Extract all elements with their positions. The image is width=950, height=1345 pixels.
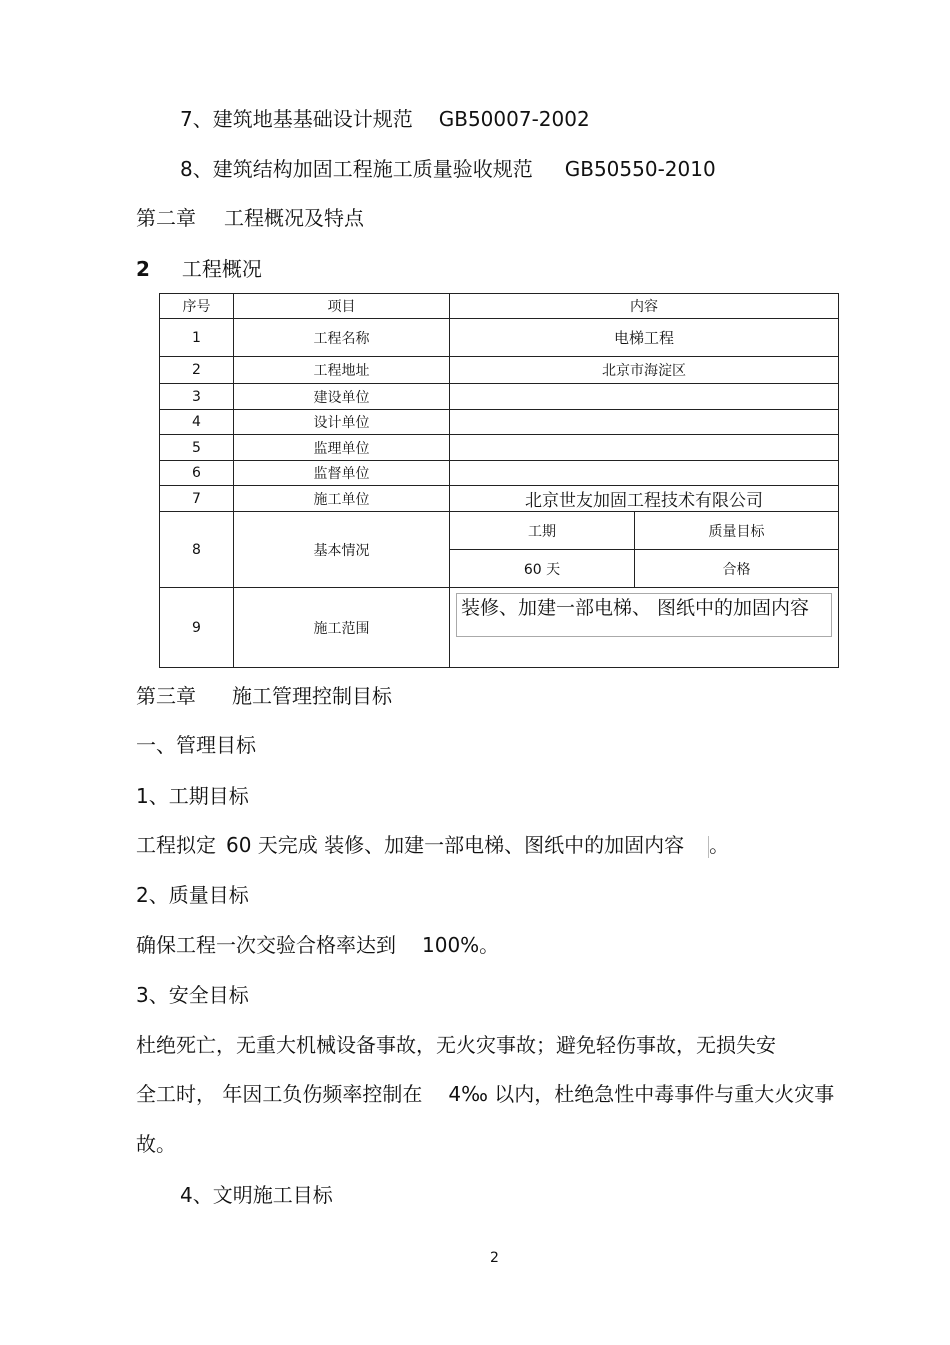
row-no: 4	[160, 410, 234, 435]
row-item: 施工单位	[234, 486, 450, 512]
row-item: 监理单位	[234, 435, 450, 461]
safety-goal-text-2a: 全工时， 年因工负伤频率控制在	[136, 1082, 423, 1106]
quality-goal-heading: 2、质量目标	[136, 883, 249, 907]
spec-item-7-title: 7、建筑地基基础设计规范	[180, 107, 413, 131]
row-item: 设计单位	[234, 410, 450, 435]
row-item: 工程名称	[234, 319, 450, 357]
spec-item-7-code: GB50007-2002	[438, 107, 590, 131]
safety-goal-text-2b: 4‰ 以内，杜绝急性中毒事件与重大火灾事	[448, 1082, 835, 1106]
table-row	[160, 461, 839, 486]
header-no: 序号	[160, 294, 234, 319]
table-row	[160, 588, 839, 668]
duration-goal-text-b: 60 天完成 装修、加建一部电梯、图纸中的加固内容	[226, 833, 685, 857]
chapter-2-heading	[136, 205, 364, 231]
row-content: 电梯工程	[450, 319, 839, 357]
value-duration: 60 天	[450, 550, 635, 588]
row-no: 9	[160, 588, 234, 668]
section-2-title: 工程概况	[181, 257, 262, 281]
civilized-construction-heading: 4、文明施工目标	[180, 1183, 333, 1207]
overview-table	[159, 293, 839, 668]
table-row	[160, 357, 839, 384]
safety-goal-text-2	[136, 1081, 834, 1107]
row-item: 工程地址	[234, 357, 450, 384]
duration-goal-text-c: 。	[709, 833, 730, 857]
row-content	[450, 461, 839, 486]
quality-goal-text-a: 确保工程一次交验合格率达到	[136, 933, 396, 957]
section-2-heading	[136, 256, 262, 282]
row-item: 建设单位	[234, 384, 450, 410]
row-content	[450, 410, 839, 435]
row-no: 2	[160, 357, 234, 384]
row-no: 7	[160, 486, 234, 512]
section-2-number: 2	[136, 257, 150, 281]
row-no: 8	[160, 512, 234, 588]
spec-item-8	[180, 156, 716, 182]
row-item: 基本情况	[234, 512, 450, 588]
duration-goal-text-a: 工程拟定	[136, 833, 216, 857]
row-content: 北京世友加固工程技术有限公司	[450, 486, 839, 512]
row-content	[450, 435, 839, 461]
chapter-3-label: 第三章	[136, 684, 196, 708]
table-row	[160, 512, 839, 550]
row-no: 1	[160, 319, 234, 357]
management-goals-heading: 一、管理目标	[136, 733, 256, 757]
header-item: 项目	[234, 294, 450, 319]
table-row	[160, 435, 839, 461]
safety-goal-text-1: 杜绝死亡，无重大机械设备事故，无火灾事故；避免轻伤事故，无损失安	[136, 1033, 776, 1057]
table-header-row	[160, 294, 839, 319]
chapter-3-title: 施工管理控制目标	[232, 684, 392, 708]
scope-content: 装修、加建一部电梯、 图纸中的加固内容	[456, 593, 832, 637]
duration-goal-heading: 1、工期目标	[136, 784, 249, 808]
row-item: 监督单位	[234, 461, 450, 486]
row-content-cell	[450, 588, 839, 668]
chapter-2-title: 工程概况及特点	[224, 206, 364, 230]
table-row	[160, 486, 839, 512]
spec-item-8-title: 8、建筑结构加固工程施工质量验收规范	[180, 157, 533, 181]
subheader-quality: 质量目标	[635, 512, 839, 550]
row-no: 6	[160, 461, 234, 486]
chapter-2-label: 第二章	[136, 206, 196, 230]
spec-item-8-code: GB50550-2010	[564, 157, 716, 181]
subheader-duration: 工期	[450, 512, 635, 550]
row-content	[450, 384, 839, 410]
row-no: 3	[160, 384, 234, 410]
row-item: 施工范围	[234, 588, 450, 668]
row-content: 北京市海淀区	[450, 357, 839, 384]
quality-goal-text-b: 100%。	[422, 933, 500, 957]
quality-goal-text	[136, 932, 499, 958]
chapter-3-heading	[136, 683, 392, 709]
duration-goal-text	[136, 832, 729, 858]
table-row	[160, 410, 839, 435]
safety-goal-heading: 3、安全目标	[136, 983, 249, 1007]
value-quality: 合格	[635, 550, 839, 588]
row-no: 5	[160, 435, 234, 461]
table-row	[160, 384, 839, 410]
page-number: 2	[490, 1250, 499, 1266]
table-row	[160, 319, 839, 357]
spec-item-7	[180, 106, 590, 132]
safety-goal-text-3: 故。	[136, 1132, 176, 1156]
header-content: 内容	[450, 294, 839, 319]
